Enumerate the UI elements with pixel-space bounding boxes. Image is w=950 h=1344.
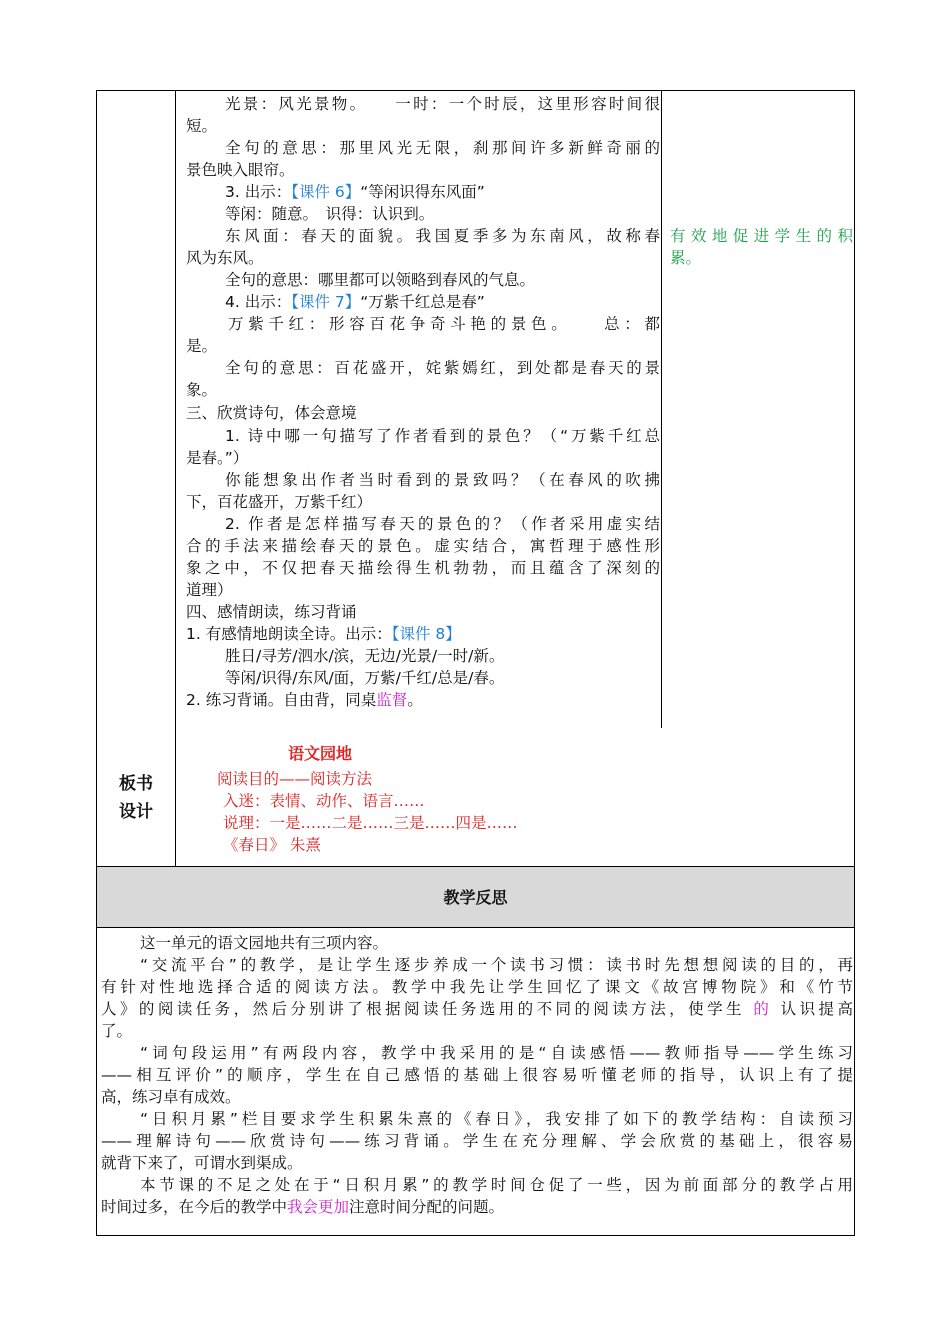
lesson-line: 光景：风光景物。 一时：一个时辰，这里形容时间很 — [225, 95, 660, 113]
reflection-line: 就背下来了，可谓水到渠成。 — [101, 1154, 303, 1172]
lesson-line: 东风面：春天的面貌。我国夏季多为东南风，故称春 — [225, 227, 660, 245]
lesson-line: 等闲：随意。 识得：认识到。 — [225, 205, 435, 223]
lesson-line: 下，百花盛开，万紫千红） — [186, 493, 373, 511]
lesson-line: 象。 — [186, 381, 218, 399]
side-note-line: 累。 — [670, 249, 702, 267]
board-title: 语文园地 — [288, 744, 353, 763]
lesson-line: 道理） — [186, 581, 233, 599]
lesson-line: 全句的意思：那里风光无限，刹那间许多新鲜奇丽的 — [225, 139, 660, 157]
recite-instruction: 2. 练习背诵。自由背，同桌 — [186, 691, 377, 709]
board-line: 入迷：表情、动作、语言…… — [223, 792, 425, 810]
section-heading: 三、欣赏诗句，体会意境 — [186, 404, 357, 422]
note-column-divider — [661, 90, 662, 728]
side-note-line: 有效地促进学生的积 — [670, 227, 853, 245]
lesson-line: 1. 诗中哪一句描写了作者看到的景色？（“万紫千红总 — [225, 427, 660, 445]
reflection-line: “交流平台”的教学，是让学生逐步养成一个读书习惯：读书时先想想阅读的目的，再 — [140, 956, 853, 974]
board-label-line: 设计 — [119, 802, 153, 822]
reflection-line: “日积月累”栏目要求学生积累朱熹的《春日》，我安排了如下的教学结构：自读预习 — [140, 1110, 853, 1128]
reflection-line: 高，练习卓有成效。 — [101, 1088, 241, 1106]
lesson-line — [186, 689, 423, 711]
show-label: 3. 出示： — [225, 183, 292, 201]
read-aloud-instruction: 1. 有感情地朗读全诗。出示： — [186, 625, 392, 643]
board-line: 说理：一是……二是……三是……四是…… — [223, 814, 518, 832]
lesson-line: 你能想象出作者当时看到的景致吗？（在春风的吹拂 — [225, 471, 660, 489]
reflection-line: ——理解诗句——欣赏诗句——练习背诵。学生在充分理解、学会欣赏的基础上，很容易 — [101, 1132, 853, 1150]
highlight-de: 的 — [753, 1000, 773, 1018]
section-heading: 四、感情朗读，练习背诵 — [186, 603, 357, 621]
label-column-divider — [175, 90, 176, 866]
lesson-line — [225, 181, 485, 203]
reflection-line — [101, 998, 853, 1020]
poem-line-quote: “万紫千红总是春” — [360, 293, 485, 311]
lesson-line: 合的手法来描绘春天的景色。虚实结合，寓哲理于感性形 — [186, 537, 660, 555]
supervise-highlight: 监督 — [376, 691, 408, 709]
board-design-label — [97, 770, 175, 826]
reflection-line: 本节课的不足之处在于“日积月累”的教学时间仓促了一些，因为前面部分的教学占用 — [140, 1176, 853, 1194]
lesson-line: 风为东风。 — [186, 249, 264, 267]
courseware-7-link: 【课件 7】 — [291, 293, 361, 311]
courseware-6-link: 【课件 6】 — [291, 183, 361, 201]
reflection-text: 人》的阅读任务，然后分别讲了根据阅读任务选用的不同的阅读方法，使学生 — [101, 1000, 745, 1018]
highlight-wohuigengjia: 我会更加 — [287, 1198, 350, 1216]
poem-line-quote: “等闲识得东风面” — [360, 183, 485, 201]
board-label-line: 板书 — [119, 774, 153, 794]
board-line: 阅读目的——阅读方法 — [217, 770, 373, 788]
reflection-text: 注意时间分配的问题。 — [349, 1198, 505, 1216]
reflection-text: 时间过多，在今后的教学中 — [101, 1198, 288, 1216]
board-line: 《春日》 朱熹 — [223, 836, 321, 854]
lesson-line: 是春。”） — [186, 449, 249, 467]
lesson-line: 短。 — [186, 117, 218, 135]
poem-rhythm-line: 等闲/识得/东风/面，万紫/千红/总是/春。 — [225, 669, 505, 687]
reflection-text: 认识提高 — [780, 1000, 853, 1018]
reflection-line — [101, 1196, 504, 1218]
table-right-border — [854, 90, 855, 1236]
lesson-line: 万紫千红：形容百花争奇斗艳的景色。 总：都 — [228, 315, 660, 333]
reflection-line: “词句段运用”有两段内容，教学中我采用的是“自读感悟——教师指导——学生练习 — [140, 1044, 853, 1062]
lesson-line: 全句的意思：百花盛开，姹紫嫣红，到处都是春天的景 — [225, 359, 660, 377]
lesson-line: 2. 作者是怎样描写春天的景色的？（作者采用虚实结 — [225, 515, 660, 533]
table-bottom-border — [96, 1235, 855, 1236]
lesson-line: 象之中，不仅把春天描绘得生机勃勃，而且蕴含了深刻的 — [186, 559, 660, 577]
table-top-border — [96, 90, 855, 91]
reflection-header: 教学反思 — [443, 888, 508, 907]
courseware-8-link: 【课件 8】 — [391, 625, 461, 643]
show-label: 4. 出示： — [225, 293, 292, 311]
period: 。 — [407, 691, 423, 709]
reflection-line: ——相互评价”的顺序，学生在自己感悟的基础上很容易听懂老师的指导，认识上有了提 — [101, 1066, 853, 1084]
reflection-line: 这一单元的语文园地共有三项内容。 — [140, 934, 389, 952]
lesson-line — [186, 623, 461, 645]
lesson-line: 景色映入眼帘。 — [186, 161, 295, 179]
lesson-line: 是。 — [186, 337, 218, 355]
lesson-line — [225, 291, 485, 313]
reflection-header-bottom-border — [96, 927, 855, 928]
table-left-border — [96, 90, 97, 1236]
poem-rhythm-line: 胜日/寻芳/泗水/滨，无边/光景/一时/新。 — [225, 647, 505, 665]
lesson-line: 全句的意思：哪里都可以领略到春风的气息。 — [225, 271, 536, 289]
reflection-line: 了。 — [101, 1022, 133, 1040]
reflection-line: 有针对性地选择合适的阅读方法。教学中我先让学生回忆了课文《故宫博物院》和《竹节 — [101, 978, 853, 996]
